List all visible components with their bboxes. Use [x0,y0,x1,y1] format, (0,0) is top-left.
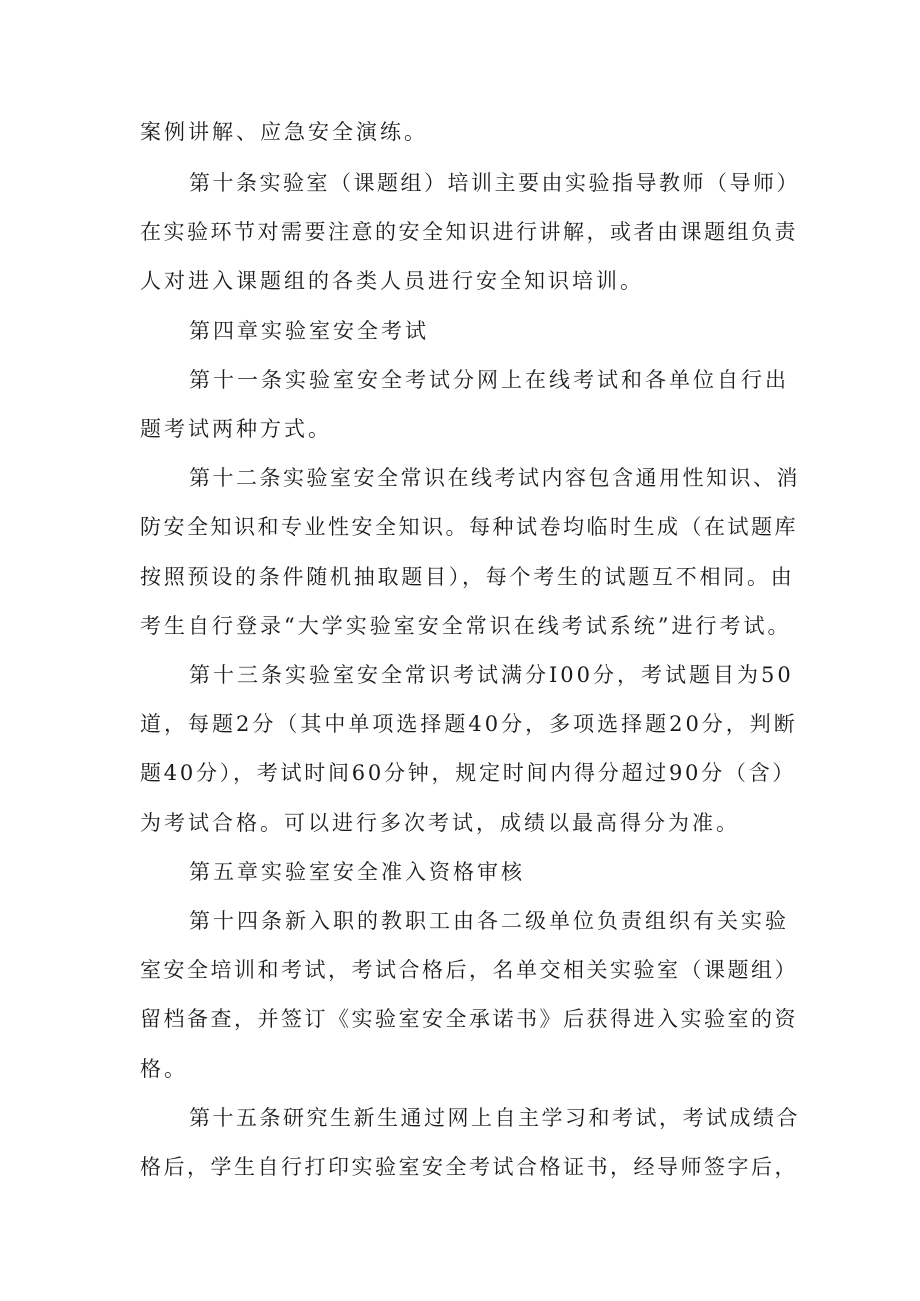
article-10-line-3: 人对进入课题组的各类人员进行安全知识培训。 [140,269,644,293]
chapter-5-heading: 第五章实验室安全准入资格审核 [189,860,525,884]
article-13-line-3: 题40分），考试时间60分钟，规定时间内得分超过90分（含） [140,761,797,785]
article-11-line-2: 题考试两种方式。 [140,417,332,441]
article-15-line-1: 第十五条研究生新生通过网上自主学习和考试，考试成绩合 [189,1106,800,1130]
chapter-4-heading: 第四章实验室安全考试 [189,319,429,343]
article-13-line-4: 为考试合格。可以进行多次考试，成绩以最高得分为准。 [140,811,740,835]
article-12-line-1: 第十二条实验室安全常识在线考试内容包含通用性知识、消 [189,466,800,490]
paragraph-line: 案例讲解、应急安全演练。 [140,120,428,144]
article-12-line-2: 防安全知识和专业性安全知识。每种试卷均临时生成（在试题库 [140,515,798,539]
article-14-line-4: 格。 [140,1057,188,1081]
article-13-line-1: 第十三条实验室安全常识考试满分I00分，考试题目为50 [189,663,794,687]
article-11-line-1: 第十一条实验室安全考试分网上在线考试和各单位自行出 [189,368,789,392]
article-14-line-2: 室安全培训和考试，考试合格后，名单交相关实验室（课题组） [140,958,798,982]
article-13-line-2: 道，每题2分（其中单项选择题40分，多项选择题20分，判断 [140,712,798,736]
article-14-line-3: 留档备查，并签订《实验室安全承诺书》后获得进入实验室的资 [140,1007,798,1031]
article-14-line-1: 第十四条新入职的教职工由各二级单位负责组织有关实验 [189,909,789,933]
article-15-line-2: 格后，学生自行打印实验室安全考试合格证书，经导师签字后， [140,1155,798,1179]
article-10-line-2: 在实验环节对需要注意的安全知识进行讲解，或者由课题组负责 [140,220,798,244]
article-10-line-1: 第十条实验室（课题组）培训主要由实验指导教师（导师） [189,171,800,195]
article-12-line-4: 考生自行登录“大学实验室安全常识在线考试系统”进行考试。 [140,614,792,638]
article-12-line-3: 按照预设的条件随机抽取题目），每个考生的试题互不相同。由 [140,565,795,589]
